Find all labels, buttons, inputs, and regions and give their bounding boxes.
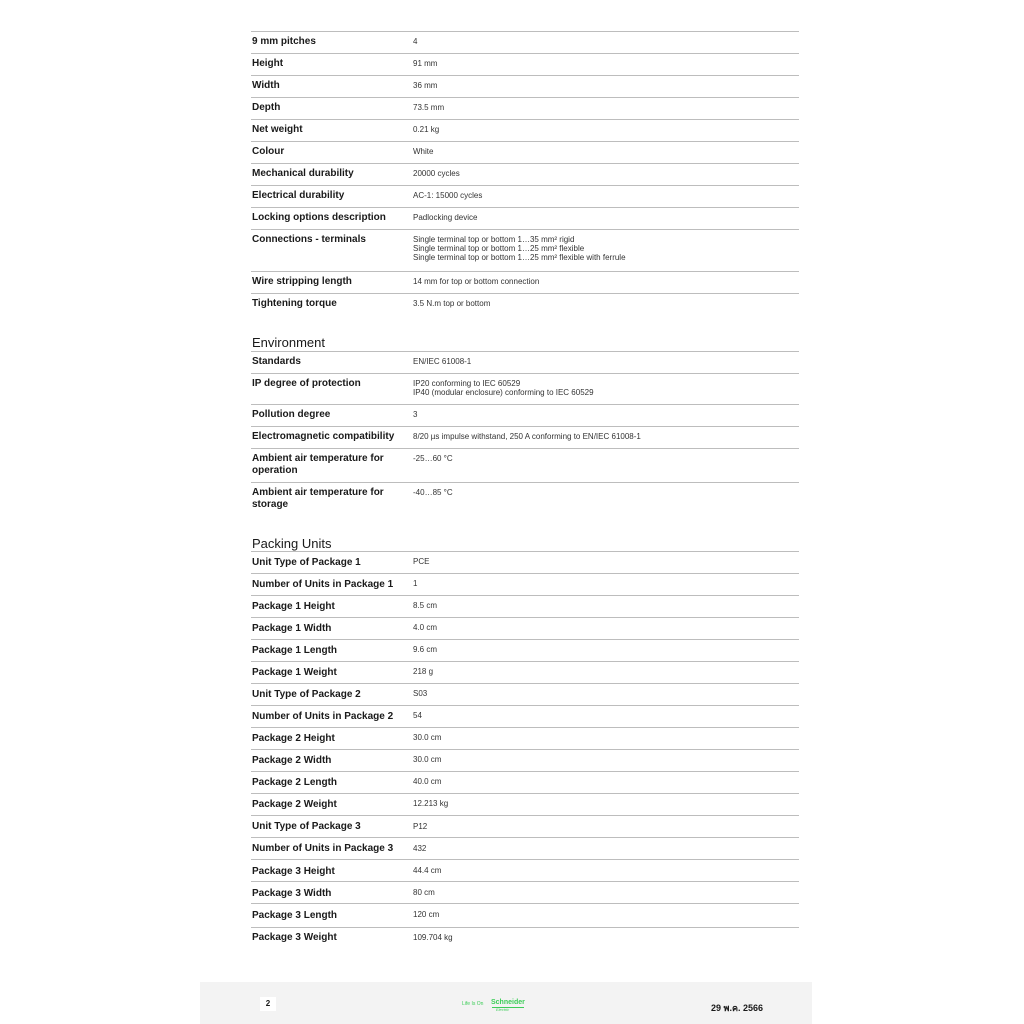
value-line: 4 xyxy=(413,37,418,46)
packing-row-value xyxy=(413,733,793,742)
value-line: Single terminal top or bottom 1…25 mm² flexible xyxy=(413,244,585,253)
page-number: 2 xyxy=(260,997,276,1011)
packing-row-value xyxy=(413,866,793,875)
value-line: 20000 cycles xyxy=(413,169,460,178)
row-divider xyxy=(251,927,799,928)
general-row-label: Tightening torque xyxy=(252,298,337,309)
value-line: 54 xyxy=(413,711,422,720)
value-line: 3 xyxy=(413,410,418,419)
row-divider xyxy=(251,837,799,838)
row-divider xyxy=(251,617,799,618)
row-divider xyxy=(251,75,799,76)
general-row-value xyxy=(413,125,793,134)
row-divider xyxy=(251,815,799,816)
general-row-value xyxy=(413,37,793,46)
general-row-value xyxy=(413,147,793,156)
general-row-value xyxy=(413,169,793,178)
row-divider xyxy=(251,573,799,574)
environment-row-label: IP degree of protection xyxy=(252,378,361,389)
value-line: 4.0 cm xyxy=(413,623,438,632)
environment-row-value xyxy=(413,379,793,397)
value-line: AC-1: 15000 cycles xyxy=(413,191,483,200)
packing-row-value xyxy=(413,557,793,566)
packing-row-label: Package 3 Height xyxy=(252,866,335,877)
value-line: 30.0 cm xyxy=(413,733,442,742)
value-line: -40…85 °C xyxy=(413,488,453,497)
row-divider xyxy=(251,207,799,208)
general-row-value xyxy=(413,103,793,112)
packing-row-label: Package 2 Width xyxy=(252,755,332,766)
packing-row-value xyxy=(413,601,793,610)
general-row-value xyxy=(413,191,793,200)
row-divider xyxy=(251,683,799,684)
value-line: 91 mm xyxy=(413,59,438,68)
value-line: 1 xyxy=(413,579,418,588)
row-divider xyxy=(251,903,799,904)
packing-row-label: Number of Units in Package 2 xyxy=(252,711,394,722)
packing-row-label: Package 1 Weight xyxy=(252,667,337,678)
packing-row-label: Package 1 Width xyxy=(252,623,332,634)
value-line: White xyxy=(413,147,434,156)
value-line: Padlocking device xyxy=(413,213,478,222)
row-divider xyxy=(251,771,799,772)
packing-row-label: Package 3 Length xyxy=(252,910,338,921)
value-line: 12.213 kg xyxy=(413,799,449,808)
row-divider xyxy=(251,163,799,164)
value-line: IP40 (modular enclosure) conforming to IEC 60529 xyxy=(413,388,594,397)
value-line: 8.5 cm xyxy=(413,601,438,610)
value-line: 8/20 µs impulse withstand, 250 A conforming to EN/IEC 61008-1 xyxy=(413,432,641,441)
packing-row-value xyxy=(413,933,793,942)
packing-row-label: Package 2 Height xyxy=(252,733,335,744)
row-divider xyxy=(251,119,799,120)
value-line: Single terminal top or bottom 1…35 mm² rigid xyxy=(413,235,575,244)
packing-row-label: Unit Type of Package 2 xyxy=(252,689,361,700)
value-line: 109.704 kg xyxy=(413,933,453,942)
row-divider xyxy=(251,351,799,352)
packing-row-value xyxy=(413,645,793,654)
value-line: EN/IEC 61008-1 xyxy=(413,357,472,366)
row-divider xyxy=(251,482,799,483)
value-line: -25…60 °C xyxy=(413,454,453,463)
packing-row-label: Package 3 Width xyxy=(252,888,332,899)
general-row-value xyxy=(413,213,793,222)
value-line: Single terminal top or bottom 1…25 mm² flexible with ferrule xyxy=(413,253,626,262)
packing-row-value xyxy=(413,799,793,808)
general-row-label: Colour xyxy=(252,146,285,157)
packing-row-label: Unit Type of Package 1 xyxy=(252,557,361,568)
packing-row-value xyxy=(413,623,793,632)
row-divider xyxy=(251,639,799,640)
packing-row-value xyxy=(413,689,793,698)
general-row-label: Mechanical durability xyxy=(252,168,354,179)
row-divider xyxy=(251,749,799,750)
value-line: 36 mm xyxy=(413,81,438,90)
packing-row-label: Package 2 Weight xyxy=(252,799,337,810)
row-divider xyxy=(251,53,799,54)
general-row-label: 9 mm pitches xyxy=(252,36,316,47)
environment-row-value xyxy=(413,432,793,441)
general-row-label: Net weight xyxy=(252,124,303,135)
row-divider xyxy=(251,141,799,142)
row-divider xyxy=(251,185,799,186)
value-line: 30.0 cm xyxy=(413,755,442,764)
value-line: 432 xyxy=(413,844,427,853)
packing-row-label: Number of Units in Package 1 xyxy=(252,579,394,590)
packing-row-label: Package 1 Length xyxy=(252,645,338,656)
packing-section-title: Packing Units xyxy=(252,536,332,551)
packing-row-value xyxy=(413,711,793,720)
logo-tagline: Life Is On xyxy=(462,1001,484,1007)
general-row-value xyxy=(413,299,793,308)
value-line: S03 xyxy=(413,689,428,698)
general-row-label: Width xyxy=(252,80,280,91)
footer-date: 29 พ.ค. 2566 xyxy=(711,1003,763,1013)
environment-row-value xyxy=(413,357,793,366)
row-divider xyxy=(251,271,799,272)
value-line: 120 cm xyxy=(413,910,440,919)
environment-row-label: Pollution degree xyxy=(252,409,331,420)
general-row-label: Depth xyxy=(252,102,281,113)
environment-section-title: Environment xyxy=(252,335,325,350)
packing-row-label: Package 1 Height xyxy=(252,601,335,612)
general-row-label: Wire stripping length xyxy=(252,276,352,287)
environment-row-label: Standards xyxy=(252,356,301,367)
environment-row-value xyxy=(413,488,793,497)
environment-row-label: Electromagnetic compatibility xyxy=(252,431,395,442)
value-line: 80 cm xyxy=(413,888,435,897)
packing-row-value xyxy=(413,822,793,831)
row-divider xyxy=(251,448,799,449)
general-row-value xyxy=(413,81,793,90)
logo-subtext: Electric xyxy=(496,1007,510,1012)
packing-row-label: Package 2 Length xyxy=(252,777,338,788)
row-divider xyxy=(251,31,799,32)
row-divider xyxy=(251,705,799,706)
row-divider xyxy=(251,426,799,427)
packing-row-label: Unit Type of Package 3 xyxy=(252,821,361,832)
row-divider xyxy=(251,293,799,294)
packing-row-value xyxy=(413,667,793,676)
row-divider xyxy=(251,97,799,98)
row-divider xyxy=(251,859,799,860)
row-divider xyxy=(251,373,799,374)
value-line: 9.6 cm xyxy=(413,645,438,654)
general-row-value xyxy=(413,235,793,262)
row-divider xyxy=(251,551,799,552)
general-row-value xyxy=(413,277,793,286)
row-divider xyxy=(251,727,799,728)
packing-row-value xyxy=(413,755,793,764)
packing-row-label: Number of Units in Package 3 xyxy=(252,843,394,854)
logo-brand: Schneider xyxy=(491,999,525,1006)
packing-row-label: Package 3 Weight xyxy=(252,932,337,943)
row-divider xyxy=(251,793,799,794)
environment-row-label: Ambient air temperature for operation xyxy=(252,453,384,476)
general-row-label: Electrical durability xyxy=(252,190,345,201)
packing-row-value xyxy=(413,579,793,588)
value-line: 0.21 kg xyxy=(413,125,440,134)
general-row-label: Connections - terminals xyxy=(252,234,366,245)
general-row-value xyxy=(413,59,793,68)
page-footer xyxy=(200,982,812,1024)
general-row-label: Locking options description xyxy=(252,212,386,223)
row-divider xyxy=(251,404,799,405)
environment-row-value xyxy=(413,410,793,419)
value-line: PCE xyxy=(413,557,430,566)
packing-row-value xyxy=(413,888,793,897)
value-line: 14 mm for top or bottom connection xyxy=(413,277,540,286)
value-line: 44.4 cm xyxy=(413,866,442,875)
value-line: 218 g xyxy=(413,667,434,676)
environment-row-value xyxy=(413,454,793,463)
environment-row-label: Ambient air temperature for storage xyxy=(252,487,384,510)
packing-row-value xyxy=(413,777,793,786)
row-divider xyxy=(251,595,799,596)
row-divider xyxy=(251,229,799,230)
row-divider xyxy=(251,881,799,882)
row-divider xyxy=(251,661,799,662)
packing-row-value xyxy=(413,844,793,853)
value-line: P12 xyxy=(413,822,428,831)
general-row-label: Height xyxy=(252,58,284,69)
value-line: 40.0 cm xyxy=(413,777,442,786)
value-line: IP20 conforming to IEC 60529 xyxy=(413,379,521,388)
value-line: 3.5 N.m top or bottom xyxy=(413,299,491,308)
value-line: 73.5 mm xyxy=(413,103,445,112)
packing-row-value xyxy=(413,910,793,919)
